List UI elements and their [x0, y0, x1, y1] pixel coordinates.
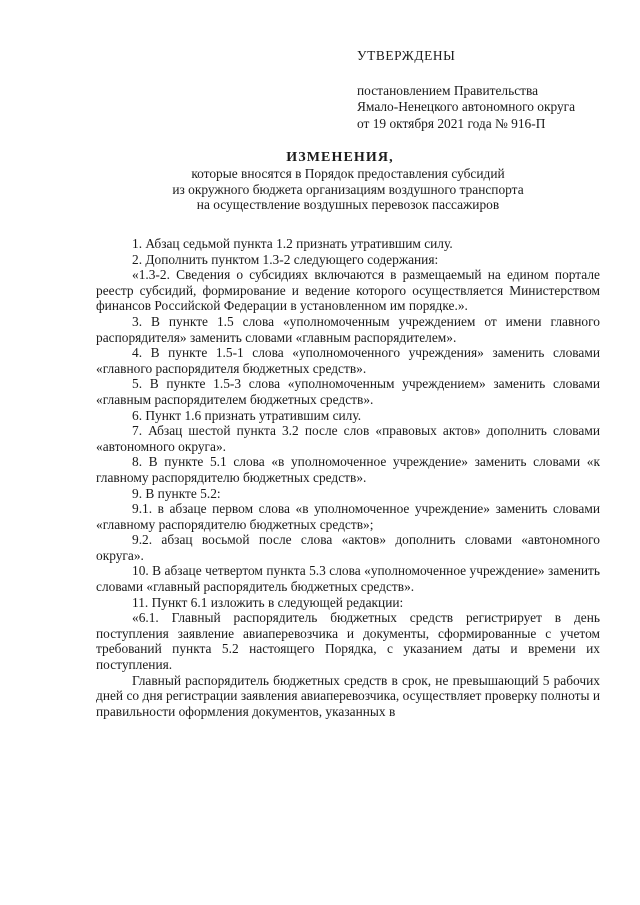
paragraph-1: 1. Абзац седьмой пункта 1.2 признать утратившим силу. — [132, 236, 453, 251]
approval-line-3: от 19 октября 2021 года № 916-П — [357, 115, 546, 131]
paragraph-10: 9. В пункте 5.2: — [132, 485, 221, 501]
paragraph-6: 5. В пункте 1.5-3 слова «уполномоченным учреждением» заменить словами «главным распорядителем бюджетных средств». — [96, 376, 600, 407]
paragraph-12: 9.2. абзац восьмой после слова «актов» дополнить словами «автономного округа». — [96, 532, 600, 563]
paragraph-16: Главный распорядитель бюджетных средств в срок, не превышающий 5 рабочих дней со дня регистрации заявления авиаперевозчика, осуществляет проверку полноты и правильности оформления документов, указанных в — [96, 672, 600, 719]
paragraph-3: «1.3-2. Сведения о субсидиях включаются в размещаемый на едином портале реестр субсидий, формирование и ведение которого осуществляется Министерством финансов Российской Федерации в установленном им порядке.». — [96, 267, 600, 314]
subtitle-line-2: из окружного бюджета организациям воздушного транспорта — [172, 181, 524, 197]
approval-block — [357, 48, 575, 132]
document-subtitle — [0, 166, 640, 213]
approval-heading: УТВЕРЖДЕНЫ — [357, 48, 456, 63]
paragraph-2: 2. Дополнить пунктом 1.3-2 следующего содержания: — [132, 251, 439, 267]
approval-line-2: Ямало-Ненецкого автономного округа — [357, 99, 576, 114]
paragraph-11: 9.1. в абзаце первом слова «в уполномоченное учреждение» заменить словами «главному распорядителю бюджетных средств»; — [96, 501, 600, 532]
approval-line-1: постановлением Правительства — [357, 82, 539, 98]
paragraph-8: 7. Абзац шестой пункта 3.2 после слов «правовых актов» дополнить словами «автономного округа». — [96, 423, 600, 454]
paragraph-7: 6. Пункт 1.6 признать утратившим силу. — [132, 407, 362, 423]
paragraph-9: 8. В пункте 5.1 слова «в уполномоченное учреждение» заменить словами «к главному распорядителю бюджетных средств». — [96, 454, 600, 485]
subtitle-line-1: которые вносятся в Порядок предоставления субсидий — [191, 166, 505, 181]
paragraph-15: «6.1. Главный распорядитель бюджетных средств регистрирует в день поступления заявление авиаперевозчика и документы, сформированные с учетом требований пункта 5.2 настоящего Порядка, с указанием даты и времени их поступления. — [96, 610, 600, 673]
paragraph-13: 10. В абзаце четвертом пункта 5.3 слова «уполномоченное учреждение» заменить словами «главный распорядитель бюджетных средств». — [96, 563, 600, 595]
paragraph-5: 4. В пункте 1.5-1 слова «уполномоченного учреждения» заменить словами «главного распорядителя бюджетных средств». — [96, 345, 600, 376]
document-body — [96, 236, 600, 719]
paragraph-4: 3. В пункте 1.5 слова «уполномоченным учреждением от имени главного распорядителя» заменить словами «главным распорядителем». — [96, 313, 600, 345]
paragraph-14: 11. Пункт 6.1 изложить в следующей редакции: — [132, 594, 404, 610]
document-title: ИЗМЕНЕНИЯ, — [286, 150, 394, 165]
subtitle-line-3: на осуществление воздушных перевозок пассажиров — [196, 197, 500, 212]
